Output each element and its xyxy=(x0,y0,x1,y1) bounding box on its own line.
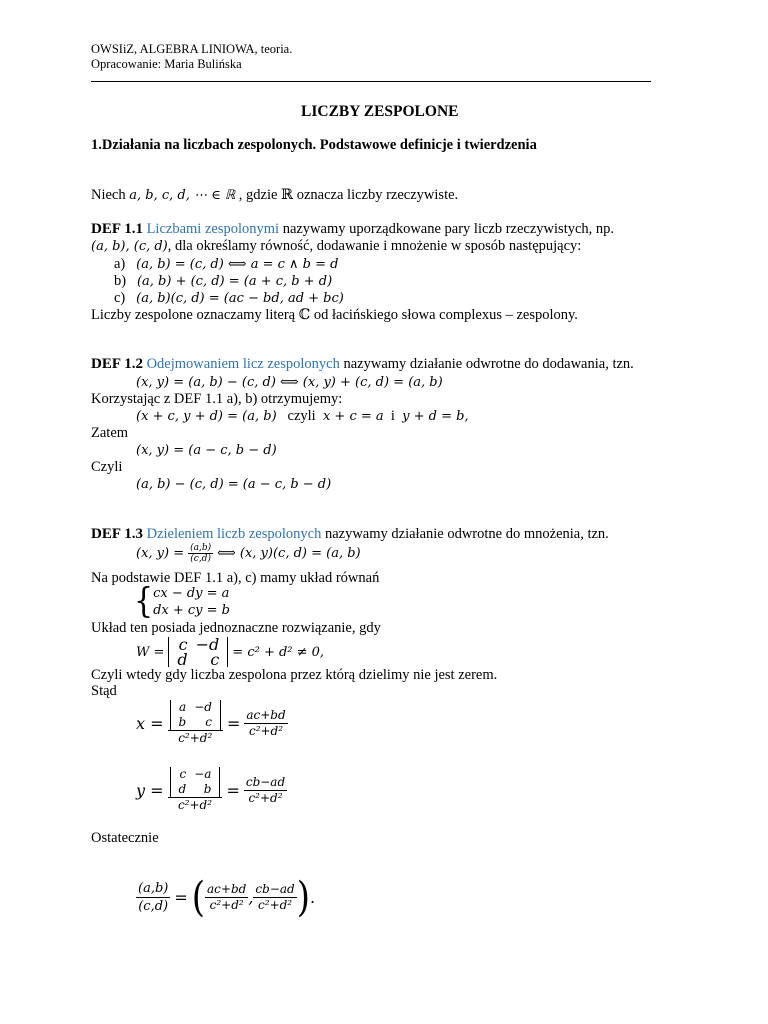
y-result-fraction xyxy=(244,775,287,806)
def12-eq3: (x, y) = (a − c, b − d) xyxy=(136,443,277,458)
equals-sign: = xyxy=(226,713,241,733)
def12-eq4: (a, b) − (c, d) = (a − c, b − d) xyxy=(136,477,332,492)
open-paren: ( xyxy=(191,873,206,922)
y-formula xyxy=(136,767,287,813)
x-lhs: x = xyxy=(136,713,164,733)
equals-sign: = xyxy=(226,780,240,800)
header-course: OWSIiZ, ALGEBRA LINIOWA, teoria. xyxy=(91,42,293,56)
i-word: i xyxy=(390,408,395,424)
def11-text1: nazywamy uporządkowane pary liczb rzeczywistych, np. xyxy=(279,221,615,237)
final-lhs-den: (c,d) xyxy=(138,899,169,914)
header-rule xyxy=(91,81,651,82)
y-denominator: c²+d² xyxy=(177,798,213,812)
y-numerator xyxy=(168,767,223,798)
def13-czyli-wtedy: Czyli wtedy gdy liczba zespolona przez którą dzielimy nie jest zerem. xyxy=(91,667,498,683)
def13-system xyxy=(134,581,231,622)
det-cell: d xyxy=(178,782,187,796)
item-marker: b) xyxy=(114,273,127,289)
def12-text: nazywamy działanie odwrotne do dodawania, tzn. xyxy=(339,356,634,372)
y-cramer-fraction xyxy=(168,767,223,813)
x-result-den: c²+d² xyxy=(248,723,284,738)
final-imag-num: cb−ad xyxy=(255,882,295,896)
def11-label: DEF 1.1 xyxy=(91,221,143,237)
def13-eq1 xyxy=(136,543,361,564)
eq1-num: (a,b) xyxy=(190,543,212,553)
def11-pairs: (a, b), (c, d) xyxy=(91,239,168,254)
det-cell: b xyxy=(203,782,212,796)
def12-eq1: (x, y) = (a, b) − (c, d) ⟺ (x, y) + (c, d) = (a, b) xyxy=(136,375,443,390)
item-formula: (a, b) = (c, d) ⟺ a = c ∧ b = d xyxy=(136,257,339,272)
comma: , xyxy=(248,888,254,907)
czyli-word: czyli xyxy=(287,408,316,424)
det-cell: c xyxy=(205,715,212,729)
system-eq1: cx − dy = a xyxy=(153,586,230,601)
def12-korzystajac: Korzystając z DEF 1.1 a), b) otrzymujemy: xyxy=(91,391,343,407)
det-cell: c xyxy=(178,635,188,654)
def12-eq2c: y + d = b, xyxy=(402,409,469,424)
def12-eq2-line xyxy=(136,408,469,425)
def12-label: DEF 1.2 xyxy=(91,356,143,372)
eq1-rhs: ⟺ (x, y)(c, d) = (a, b) xyxy=(217,546,361,561)
system-lines xyxy=(153,585,230,619)
y-result-num: cb−ad xyxy=(245,774,286,789)
final-real-fraction xyxy=(205,882,248,913)
eq1-lhs: (x, y) = xyxy=(136,546,185,561)
det-cell: −d xyxy=(194,700,212,714)
period: . xyxy=(309,888,316,907)
x-result-num: ac+bd xyxy=(246,707,286,722)
det-cell: c xyxy=(210,650,220,669)
def13-term: Dzieleniem liczb zespolonych xyxy=(146,526,322,542)
def13-podstawa: Na podstawie DEF 1.1 a), c) mamy układ równań xyxy=(91,570,380,586)
item-marker: c) xyxy=(114,290,126,306)
y-lhs: y = xyxy=(136,780,164,800)
def12-eq2: (x + c, y + d) = (a, b) xyxy=(136,409,277,424)
det-cell: −a xyxy=(194,767,212,781)
y-determinant xyxy=(170,767,221,797)
section-heading: 1.Działania na liczbach zespolonych. Podstawowe definicje i twierdzenia xyxy=(91,137,537,153)
w-rhs: = c² + d² ≠ 0, xyxy=(232,644,325,660)
x-cramer-fraction xyxy=(168,700,223,746)
def11-item-a xyxy=(114,256,338,273)
final-equals: = xyxy=(174,888,188,907)
def12-czyli: Czyli xyxy=(91,459,123,475)
x-numerator xyxy=(168,700,223,731)
intro-lead: Niech xyxy=(91,187,130,203)
def13-stad: Stąd xyxy=(91,683,117,699)
intro-tail: , gdzie ℝ oznacza liczby rzeczywiste. xyxy=(235,187,459,203)
def11-item-b xyxy=(114,273,332,290)
def11-item-c xyxy=(114,290,344,307)
w-determinant xyxy=(168,637,228,667)
def13-uklad: Układ ten posiada jednoznaczne rozwiązanie, gdy xyxy=(91,620,381,636)
def13-text: nazywamy działanie odwrotne do mnożenia, tzn. xyxy=(321,526,609,542)
def11-term: Liczbami zespolonymi xyxy=(146,221,280,237)
def13-label: DEF 1.3 xyxy=(91,526,143,542)
y-result-den: c²+d² xyxy=(248,790,283,805)
det-cell: −d xyxy=(195,635,220,654)
x-formula xyxy=(136,700,288,746)
def12-eq2b: x + c = a xyxy=(322,409,384,424)
eq1-den: (c,d) xyxy=(190,554,211,564)
final-formula xyxy=(136,873,316,922)
det-cell: a xyxy=(179,700,187,714)
det-cell: d xyxy=(177,650,188,669)
eq1-fraction xyxy=(188,543,213,564)
x-determinant xyxy=(170,700,221,730)
final-lhs-fraction xyxy=(136,880,170,915)
det-cell: c xyxy=(179,767,187,781)
final-real-den: c²+d² xyxy=(209,898,244,912)
w-determinant-eq xyxy=(136,637,324,667)
item-formula: (a, b) + (c, d) = (a + c, b + d) xyxy=(136,274,333,289)
x-result-fraction xyxy=(244,708,287,739)
close-paren: ) xyxy=(296,873,310,922)
page-title: LICZBY ZESPOLONE xyxy=(301,103,459,120)
system-eq2: dx + cy = b xyxy=(153,603,231,618)
def13-ostatecznie: Ostatecznie xyxy=(91,830,159,846)
final-lhs-num: (a,b) xyxy=(138,881,169,896)
w-lhs: W = xyxy=(136,644,165,660)
def12-line1 xyxy=(91,356,634,373)
def11-text2: , dla określamy równość, dodawanie i mnożenie w sposób następujący: xyxy=(167,238,582,254)
header-author: Opracowanie: Maria Bulińska xyxy=(91,57,242,71)
def12-zatem: Zatem xyxy=(91,425,129,441)
def12-term: Odejmowaniem licz zespolonych xyxy=(146,356,340,372)
intro-line xyxy=(91,187,458,204)
final-real-num: ac+bd xyxy=(207,882,247,896)
def11-line2 xyxy=(91,238,581,255)
final-imag-fraction xyxy=(253,882,296,913)
def13-line1 xyxy=(91,526,609,543)
final-imag-den: c²+d² xyxy=(258,898,293,912)
intro-vars: a, b, c, d, ⋯ ∈ ℝ xyxy=(129,188,236,203)
system-brace: { xyxy=(134,581,154,622)
x-denominator: c²+d² xyxy=(178,731,213,745)
def11-note: Liczby zespolone oznaczamy literą ℂ od łacińskiego słowa complexus – zespolony. xyxy=(91,307,578,323)
item-marker: a) xyxy=(114,256,126,272)
item-formula: (a, b)(c, d) = (ac − bd, ad + bc) xyxy=(136,291,344,306)
det-cell: b xyxy=(178,715,187,729)
def11-line1 xyxy=(91,221,614,238)
